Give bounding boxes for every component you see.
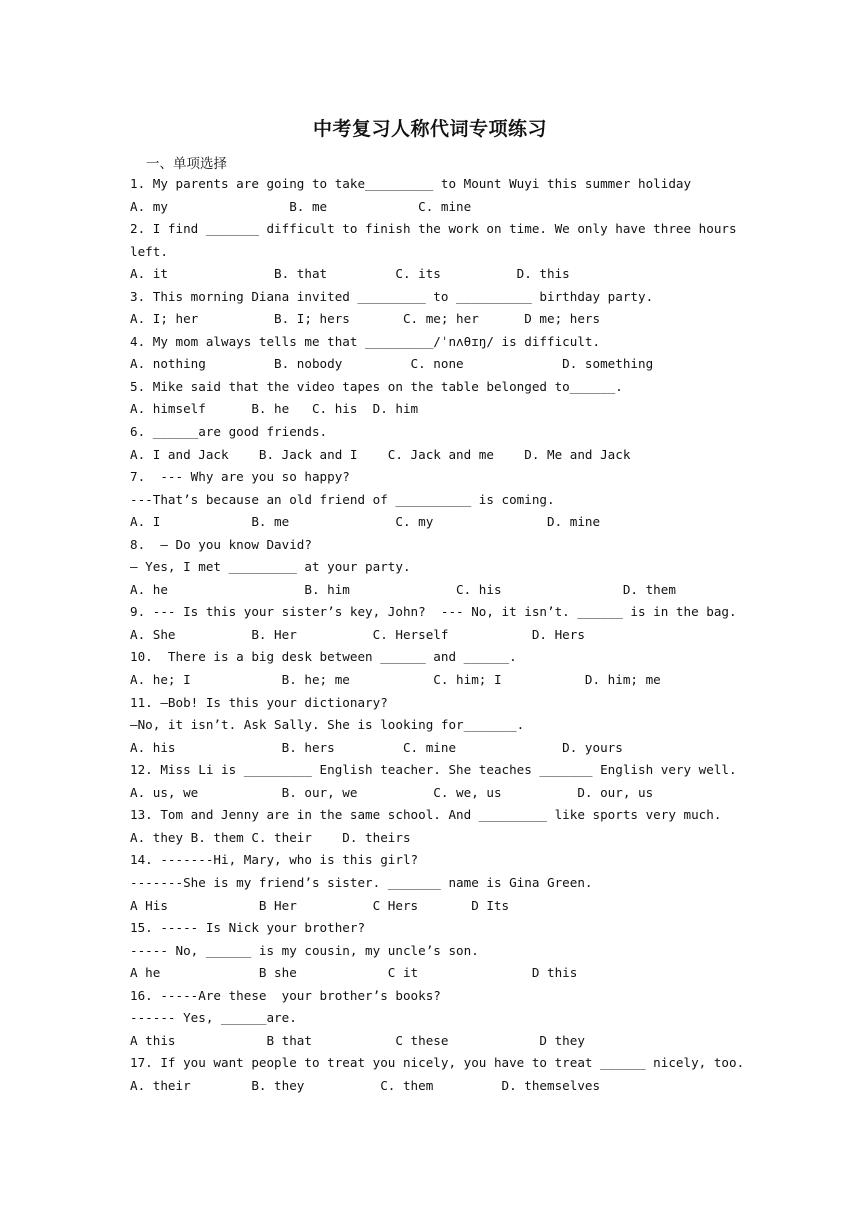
- text-line: A he B she C it D this: [130, 965, 578, 981]
- text-line: left.: [130, 243, 168, 259]
- text-line: A. they B. them C. their D. theirs: [130, 829, 411, 845]
- text-line: 16. -----Are these your brother’s books?: [130, 987, 441, 1003]
- text-line: 2. I find _______ difficult to finish the work on time. We only have three hours: [130, 221, 737, 237]
- text-line: A. his B. hers C. mine D. yours: [130, 739, 623, 755]
- text-line: 4. My mom always tells me that _________/ˈnʌθɪŋ/ is difficult.: [130, 333, 601, 349]
- text-line: 14. -------Hi, Mary, who is this girl?: [130, 852, 419, 868]
- text-line: 15. ----- Is Nick your brother?: [130, 920, 366, 936]
- text-line: A. their B. they C. them D. themselves: [130, 1077, 601, 1093]
- text-line: 1. My parents are going to take_________ to Mount Wuyi this summer holiday: [130, 176, 692, 191]
- text-line: A His B Her C Hers D Its: [130, 897, 510, 913]
- text-line: A. himself B. he C. his D. him: [130, 401, 419, 417]
- section-heading: 一、单项选择: [146, 156, 227, 172]
- text-line: ------ Yes, ______are.: [130, 1010, 297, 1026]
- text-line: 17. If you want people to treat you nicely, you have to treat ______ nicely, too.: [130, 1055, 745, 1071]
- text-line: 8. — Do you know David?: [130, 536, 312, 552]
- text-line: A. my B. me C. mine: [130, 198, 472, 214]
- text-line: 12. Miss Li is _________ English teacher. She teaches _______ English very well.: [130, 762, 737, 778]
- text-line: 6. ______are good friends.: [130, 424, 328, 440]
- page-title: 中考复习人称代词专项练习: [312, 118, 547, 140]
- text-line: A. She B. Her C. Herself D. Hers: [130, 626, 585, 642]
- text-line: 10. There is a big desk between ______ and ______.: [130, 649, 517, 665]
- text-line: 5. Mike said that the video tapes on the table belonged to______.: [130, 378, 623, 394]
- question-list: [130, 173, 745, 1097]
- text-line: 3. This morning Diana invited _________ to __________ birthday party.: [130, 288, 654, 304]
- text-line: ----- No, ______ is my cousin, my uncle’s son.: [130, 942, 479, 958]
- text-line: 7. --- Why are you so happy?: [130, 469, 350, 485]
- text-line: ---That’s because an old friend of __________ is coming.: [130, 491, 555, 507]
- text-line: A. I and Jack B. Jack and I C. Jack and me D. Me and Jack: [130, 446, 631, 462]
- text-line: A. I; her B. I; hers C. me; her D me; hers: [130, 311, 601, 327]
- text-line: -------She is my friend’s sister. _______ name is Gina Green.: [130, 874, 593, 890]
- text-line: A. us, we B. our, we C. we, us D. our, us: [130, 784, 654, 800]
- text-line: A. he B. him C. his D. them: [130, 581, 676, 597]
- text-line: A. he; I B. he; me C. him; I D. him; me: [130, 672, 661, 688]
- text-line: A this B that C these D they: [130, 1032, 585, 1048]
- text-line: A. I B. me C. my D. mine: [130, 514, 601, 530]
- text-line: 11. —Bob! Is this your dictionary?: [130, 694, 388, 710]
- text-line: 9. --- Is this your sister’s key, John? --- No, it isn’t. ______ is in the bag.: [130, 604, 737, 620]
- text-line: A. nothing B. nobody C. none D. something: [130, 356, 654, 372]
- text-line: 13. Tom and Jenny are in the same school. And _________ like sports very much.: [130, 807, 722, 823]
- text-line: —No, it isn’t. Ask Sally. She is looking for_______.: [130, 717, 525, 733]
- text-line: — Yes, I met _________ at your party.: [130, 559, 411, 575]
- text-line: A. it B. that C. its D. this: [130, 266, 570, 282]
